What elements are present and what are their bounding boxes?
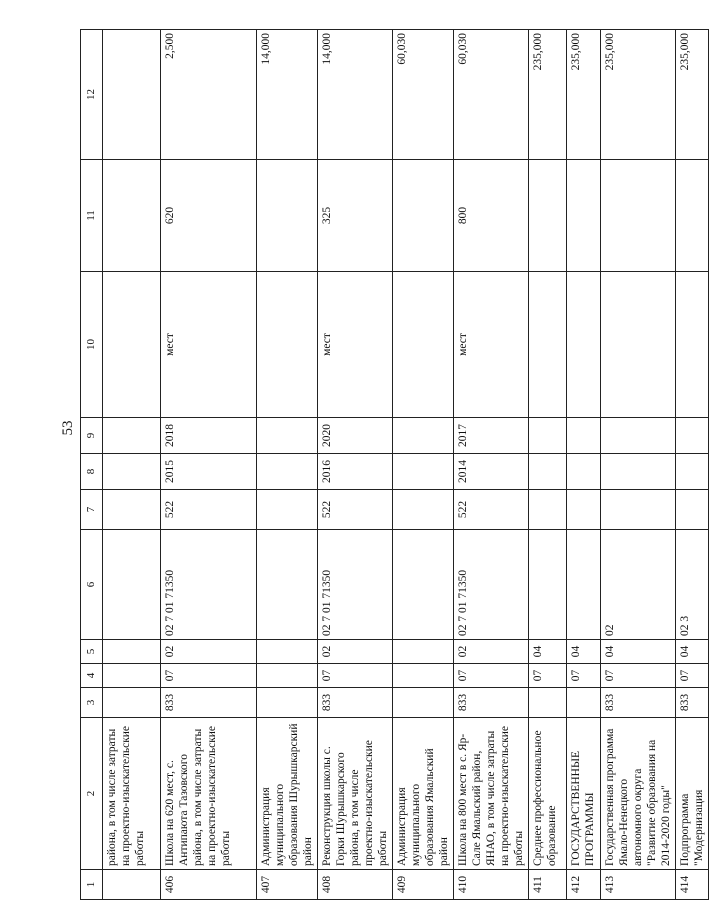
table-row — [257, 30, 318, 900]
row-name: Школа на 800 мест в с. Яр-Сале Ямальский район, ЯНАО, в том числе затраты на проектно-изыскательские работы — [454, 718, 529, 870]
col-7: 522 — [161, 490, 257, 530]
col-12: 14,000 — [257, 30, 318, 160]
col-4: 07 — [567, 664, 601, 688]
table-container — [80, 30, 706, 900]
col-4: 07 — [318, 664, 393, 688]
col-9: 2018 — [161, 418, 257, 454]
col-8 — [529, 454, 567, 490]
header-cell: 1 — [81, 870, 103, 900]
col-11 — [529, 160, 567, 272]
col-9 — [529, 418, 567, 454]
col-6 — [257, 530, 318, 640]
col-8 — [676, 454, 709, 490]
col-11 — [567, 160, 601, 272]
col-3 — [393, 688, 454, 718]
row-number — [103, 870, 161, 900]
col-12: 235,000 — [529, 30, 567, 160]
col-12: 14,000 — [318, 30, 393, 160]
rotated-table-frame — [80, 30, 706, 900]
col-7 — [601, 490, 676, 530]
col-5: 02 — [318, 640, 393, 664]
col-4 — [257, 664, 318, 688]
header-cell: 5 — [81, 640, 103, 664]
col-4: 07 — [601, 664, 676, 688]
col-6: 02 7 01 71350 — [161, 530, 257, 640]
header-cell: 9 — [81, 418, 103, 454]
col-12: 235,000 — [601, 30, 676, 160]
col-10 — [257, 272, 318, 418]
col-12: 235,000 — [567, 30, 601, 160]
col-3: 833 — [161, 688, 257, 718]
col-10 — [601, 272, 676, 418]
col-5: 04 — [529, 640, 567, 664]
col-8 — [393, 454, 454, 490]
header-cell: 4 — [81, 664, 103, 688]
table-row — [393, 30, 454, 900]
row-number: 408 — [318, 870, 393, 900]
col-6 — [567, 530, 601, 640]
row-number: 410 — [454, 870, 529, 900]
row-name: Администрация муниципального образования Шурышкарский район — [257, 718, 318, 870]
col-5: 02 — [161, 640, 257, 664]
col-11 — [257, 160, 318, 272]
col-7 — [529, 490, 567, 530]
col-11 — [103, 160, 161, 272]
col-5: 02 — [454, 640, 529, 664]
col-4: 07 — [529, 664, 567, 688]
col-11 — [676, 160, 709, 272]
col-6 — [529, 530, 567, 640]
col-8: 2015 — [161, 454, 257, 490]
row-name: Администрация муниципального образования Ямальский район — [393, 718, 454, 870]
col-12 — [103, 30, 161, 160]
col-5 — [393, 640, 454, 664]
row-number: 409 — [393, 870, 454, 900]
table-row — [529, 30, 567, 900]
row-number: 413 — [601, 870, 676, 900]
col-11: 620 — [161, 160, 257, 272]
budget-table — [80, 29, 709, 900]
col-10 — [567, 272, 601, 418]
col-11 — [393, 160, 454, 272]
col-8: 2014 — [454, 454, 529, 490]
row-number: 407 — [257, 870, 318, 900]
col-9 — [393, 418, 454, 454]
header-cell: 6 — [81, 530, 103, 640]
col-5: 04 — [676, 640, 709, 664]
page-number: 53 — [60, 420, 76, 436]
row-name: ГОСУДАРСТВЕННЫЕ ПРОГРАММЫ — [567, 718, 601, 870]
header-row — [81, 30, 103, 900]
table-row — [318, 30, 393, 900]
col-3: 833 — [318, 688, 393, 718]
table-row — [161, 30, 257, 900]
col-9 — [567, 418, 601, 454]
col-7 — [393, 490, 454, 530]
header-cell: 8 — [81, 454, 103, 490]
col-7 — [257, 490, 318, 530]
col-3 — [103, 688, 161, 718]
col-10: мест — [454, 272, 529, 418]
table-row — [567, 30, 601, 900]
col-10 — [103, 272, 161, 418]
col-7: 522 — [454, 490, 529, 530]
row-name: района, в том числе затраты на проектно-изыскательские работы — [103, 718, 161, 870]
header-cell: 10 — [81, 272, 103, 418]
col-11: 325 — [318, 160, 393, 272]
col-4 — [103, 664, 161, 688]
col-6 — [393, 530, 454, 640]
table-row — [103, 30, 161, 900]
col-4: 07 — [676, 664, 709, 688]
row-name: Подпрограмма "Модернизация — [676, 718, 709, 870]
col-5: 04 — [567, 640, 601, 664]
col-12: 60,030 — [454, 30, 529, 160]
col-5 — [103, 640, 161, 664]
col-6 — [103, 530, 161, 640]
col-12: 2,500 — [161, 30, 257, 160]
col-4: 07 — [454, 664, 529, 688]
col-10: мест — [318, 272, 393, 418]
col-8 — [257, 454, 318, 490]
col-9: 2020 — [318, 418, 393, 454]
col-7 — [103, 490, 161, 530]
col-5 — [257, 640, 318, 664]
col-12: 235,000 — [676, 30, 709, 160]
header-cell: 7 — [81, 490, 103, 530]
col-10: мест — [161, 272, 257, 418]
col-9 — [257, 418, 318, 454]
col-9 — [676, 418, 709, 454]
col-7 — [676, 490, 709, 530]
table-row — [676, 30, 709, 900]
col-7: 522 — [318, 490, 393, 530]
col-10 — [676, 272, 709, 418]
col-6: 02 3 — [676, 530, 709, 640]
header-cell: 12 — [81, 30, 103, 160]
col-5: 04 — [601, 640, 676, 664]
row-name: Школа на 620 мест, с. Антипаюта Тазовского района, в том числе затраты на проектно-изыскательские работы — [161, 718, 257, 870]
col-8 — [103, 454, 161, 490]
col-3 — [529, 688, 567, 718]
col-12: 60,030 — [393, 30, 454, 160]
row-name: Государственная программа Ямало-Ненецкого автономного округа "Развитие образования на 2014-2020 годы" — [601, 718, 676, 870]
col-9: 2017 — [454, 418, 529, 454]
col-11 — [601, 160, 676, 272]
header-cell: 11 — [81, 160, 103, 272]
col-8 — [567, 454, 601, 490]
row-number: 414 — [676, 870, 709, 900]
col-9 — [103, 418, 161, 454]
row-name: Реконструкция школы с. Горки Шурышкарского района, в том числе проектно-изыскательские работы — [318, 718, 393, 870]
col-11: 800 — [454, 160, 529, 272]
col-3 — [567, 688, 601, 718]
col-3: 833 — [454, 688, 529, 718]
col-8 — [601, 454, 676, 490]
table-row — [601, 30, 676, 900]
row-number: 406 — [161, 870, 257, 900]
col-3 — [257, 688, 318, 718]
col-3: 833 — [676, 688, 709, 718]
col-4 — [393, 664, 454, 688]
col-6: 02 7 01 71350 — [318, 530, 393, 640]
col-10 — [529, 272, 567, 418]
row-number: 412 — [567, 870, 601, 900]
col-9 — [601, 418, 676, 454]
col-4: 07 — [161, 664, 257, 688]
table-row — [454, 30, 529, 900]
col-10 — [393, 272, 454, 418]
col-8: 2016 — [318, 454, 393, 490]
row-number: 411 — [529, 870, 567, 900]
header-cell: 2 — [81, 718, 103, 870]
col-6: 02 7 01 71350 — [454, 530, 529, 640]
header-cell: 3 — [81, 688, 103, 718]
col-7 — [567, 490, 601, 530]
col-6: 02 — [601, 530, 676, 640]
col-3: 833 — [601, 688, 676, 718]
row-name: Среднее профессиональное образование — [529, 718, 567, 870]
